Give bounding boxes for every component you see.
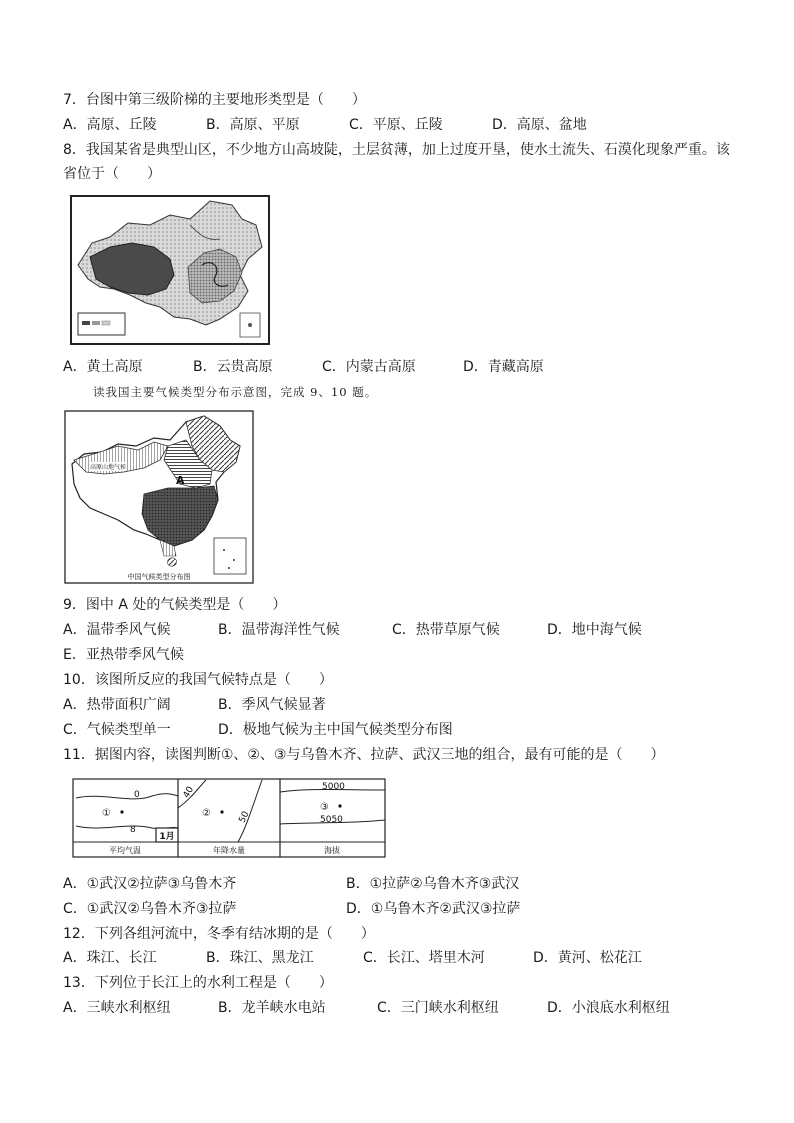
- q12-option-a[interactable]: A．珠江、长江: [63, 950, 157, 966]
- q7-option-c[interactable]: C．平原、丘陵: [349, 117, 443, 133]
- q9-option-a[interactable]: A．温带季风气候: [63, 622, 171, 638]
- q12-stem: 12．下列各组河流中，冬季有结冰期的是（ ）: [63, 926, 375, 942]
- q12-option-b[interactable]: B．珠江、黑龙江: [206, 950, 314, 966]
- terrain-map-figure: [70, 195, 270, 345]
- q8-option-b[interactable]: B．云贵高原: [193, 359, 273, 375]
- climate-map-label-plateau: 高原山地气候: [89, 464, 127, 471]
- q11-contour-figure: [72, 778, 386, 858]
- panel2-contour-bottom: 50: [237, 809, 252, 825]
- q9-option-c[interactable]: C．热带草原气候: [392, 622, 500, 638]
- intro-9-10: 读我国主要气候类型分布示意图，完成 9、10 题。: [93, 385, 378, 399]
- q13-option-a[interactable]: A．三峡水利枢纽: [63, 1000, 171, 1016]
- panel1-point: ①: [102, 808, 111, 819]
- climate-map-label-a: A: [176, 474, 185, 487]
- q8-option-a[interactable]: A．黄土高原: [63, 359, 143, 375]
- q10-options-row2: [63, 720, 743, 740]
- q13-option-b[interactable]: B．龙羊峡水电站: [218, 1000, 326, 1016]
- q9-option-e[interactable]: E．亚热带季风气候: [63, 647, 184, 663]
- q11-stem: 11．据图内容，读图判断①、②、③与乌鲁木齐、拉萨、武汉三地的组合，最有可能的是（ ）: [63, 747, 665, 763]
- q10-stem: 10．该图所反应的我国气候特点是（ ）: [63, 672, 333, 688]
- q7-option-a[interactable]: A．高原、丘陵: [63, 117, 157, 133]
- q10-option-a[interactable]: A．热带面积广阔: [63, 697, 171, 713]
- q12-option-d[interactable]: D．黄河、松花江: [533, 950, 642, 966]
- q8-stem-line1: 8．我国某省是典型山区，不少地方山高坡陡，土层贫薄，加上过度开垦，使水土流失、石漠化现象严重。该: [63, 142, 730, 158]
- panel3-contour-top: 5000: [322, 782, 345, 792]
- q7-options: [63, 115, 743, 135]
- q12-option-c[interactable]: C．长江、塔里木河: [363, 950, 485, 966]
- q10-option-b[interactable]: B．季风气候显著: [218, 697, 326, 713]
- q13-option-d[interactable]: D．小浪底水利枢纽: [547, 1000, 670, 1016]
- panel3-label: 海拔: [324, 846, 340, 855]
- q9-stem: 9．图中 A 处的气候类型是（ ）: [63, 597, 287, 613]
- panel2-contour-top: 40: [181, 785, 197, 800]
- panel2-label: 年降水量: [213, 846, 245, 855]
- panel1-label: 平均气温: [109, 846, 141, 855]
- q11-option-b[interactable]: B．①拉萨②乌鲁木齐③武汉: [346, 876, 520, 892]
- panel2-point: ②: [202, 808, 211, 819]
- q7-stem: 7．台图中第三级阶梯的主要地形类型是（ ）: [63, 92, 366, 108]
- q10-options-row1: [63, 695, 743, 715]
- q10-option-c[interactable]: C．气候类型单一: [63, 722, 171, 738]
- q10-option-d[interactable]: D．极地气候为主中国气候类型分布图: [218, 722, 453, 738]
- q13-options: [63, 998, 743, 1018]
- q8-stem-line2: 省位于（ ）: [63, 166, 161, 182]
- climate-map-figure: [64, 410, 254, 584]
- q12-options: [63, 948, 743, 968]
- climate-map-svg: [64, 410, 254, 584]
- q9-option-b[interactable]: B．温带海洋性气候: [218, 622, 340, 638]
- q11-option-a[interactable]: A．①武汉②拉萨③乌鲁木齐: [63, 876, 237, 892]
- q13-option-c[interactable]: C．三门峡水利枢纽: [377, 1000, 499, 1016]
- q11-option-c[interactable]: C．①武汉②乌鲁木齐③拉萨: [63, 901, 237, 917]
- q8-options: [63, 357, 743, 377]
- panel1-contour-top: 0: [134, 790, 140, 800]
- q8-option-c[interactable]: C．内蒙古高原: [322, 359, 416, 375]
- q8-option-d[interactable]: D．青藏高原: [463, 359, 544, 375]
- q7-option-b[interactable]: B．高原、平原: [206, 117, 300, 133]
- q11-options-row1: [63, 874, 743, 894]
- panel1-month: 1月: [159, 832, 175, 842]
- climate-map-caption: 中国气候类型分布图: [127, 573, 191, 581]
- q11-options-row2: [63, 899, 743, 919]
- q9-options: [63, 620, 743, 640]
- q13-stem: 13．下列位于长江上的水利工程是（ ）: [63, 975, 333, 991]
- q11-option-d[interactable]: D．①乌鲁木齐②武汉③拉萨: [346, 901, 521, 917]
- q9-option-d[interactable]: D．地中海气候: [547, 622, 642, 638]
- terrain-map-svg: [70, 195, 270, 345]
- panel3-point: ③: [320, 802, 329, 813]
- panel3-contour-bottom: 5050: [320, 815, 343, 825]
- q7-option-d[interactable]: D．高原、盆地: [492, 117, 587, 133]
- panel1-contour-bottom: 8: [130, 825, 136, 835]
- q11-contour-svg: [72, 778, 386, 858]
